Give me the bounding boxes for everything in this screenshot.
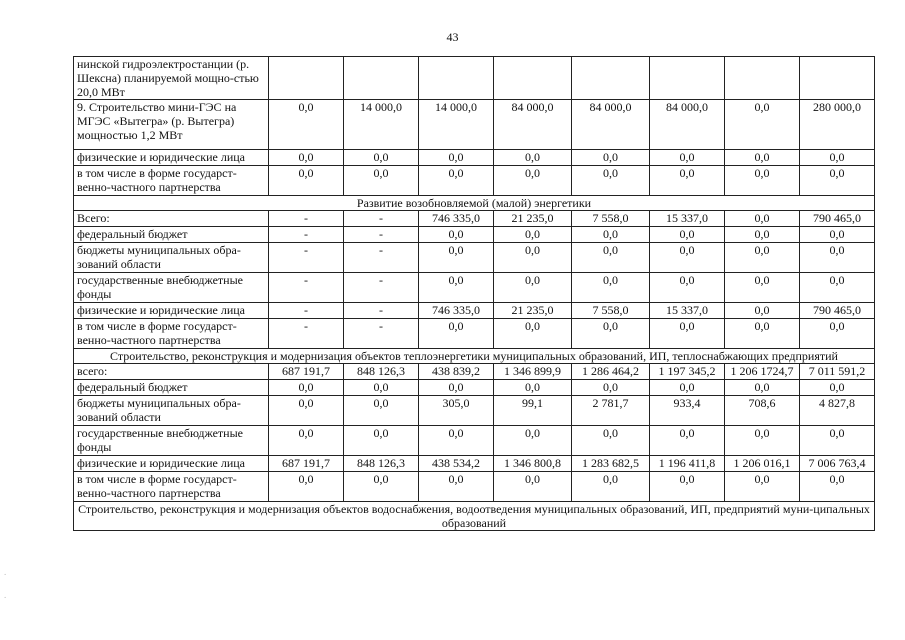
section-title: Строительство, реконструкция и модернизация объектов теплоэнергетики муниципальных образований, ИП, теплоснабжающих предприятий <box>74 349 875 364</box>
value-cell: 0,0 <box>725 319 800 349</box>
value-cell: 7 006 763,4 <box>800 456 875 472</box>
value-cell: 0,0 <box>800 243 875 273</box>
value-cell: 0,0 <box>650 273 725 303</box>
section-row <box>74 196 875 211</box>
value-cell: 0,0 <box>419 380 494 396</box>
value-cell: 84 000,0 <box>572 100 650 150</box>
value-cell: - <box>344 303 419 319</box>
value-cell: 0,0 <box>725 273 800 303</box>
value-cell: 1 206 1724,7 <box>725 364 800 380</box>
table-row <box>74 426 875 456</box>
table-row <box>74 166 875 196</box>
value-cell: 0,0 <box>419 273 494 303</box>
value-cell: 0,0 <box>800 166 875 196</box>
value-cell: 15 337,0 <box>650 211 725 227</box>
value-cell: 0,0 <box>800 426 875 456</box>
value-cell: 15 337,0 <box>650 303 725 319</box>
value-cell: 0,0 <box>494 426 572 456</box>
value-cell: 1 206 016,1 <box>725 456 800 472</box>
value-cell: 14 000,0 <box>344 100 419 150</box>
value-cell: 0,0 <box>419 227 494 243</box>
value-cell: 0,0 <box>494 150 572 166</box>
value-cell: 1 346 899,9 <box>494 364 572 380</box>
value-cell: - <box>344 227 419 243</box>
table-row <box>74 396 875 426</box>
value-cell: 0,0 <box>572 243 650 273</box>
value-cell: 0,0 <box>725 472 800 502</box>
value-cell: 848 126,3 <box>344 364 419 380</box>
value-cell <box>650 57 725 100</box>
value-cell: 280 000,0 <box>800 100 875 150</box>
value-cell: 0,0 <box>494 273 572 303</box>
value-cell: 84 000,0 <box>494 100 572 150</box>
row-label: в том числе в форме государст-венно-частного партнерства <box>74 319 269 349</box>
section-title: Строительство, реконструкция и модернизация объектов водоснабжения, водоотведения муниципальных образований, ИП, предприятий муни-ципальных образований <box>74 502 875 531</box>
value-cell: 99,1 <box>494 396 572 426</box>
value-cell: 0,0 <box>419 472 494 502</box>
page-number: 43 <box>446 30 459 44</box>
value-cell: 0,0 <box>269 472 344 502</box>
value-cell: 0,0 <box>344 472 419 502</box>
table-row <box>74 243 875 273</box>
value-cell: 0,0 <box>650 150 725 166</box>
row-label: физические и юридические лица <box>74 303 269 319</box>
value-cell: 0,0 <box>650 426 725 456</box>
value-cell: 0,0 <box>494 243 572 273</box>
value-cell: 7 558,0 <box>572 303 650 319</box>
scan-mark: . <box>4 567 7 577</box>
value-cell <box>494 57 572 100</box>
value-cell <box>419 57 494 100</box>
value-cell: - <box>269 211 344 227</box>
section-row <box>74 502 875 531</box>
value-cell: 0,0 <box>269 150 344 166</box>
value-cell: 0,0 <box>344 380 419 396</box>
table-row <box>74 227 875 243</box>
value-cell: 0,0 <box>725 426 800 456</box>
value-cell <box>572 57 650 100</box>
value-cell: 0,0 <box>344 166 419 196</box>
value-cell: 14 000,0 <box>419 100 494 150</box>
value-cell: 0,0 <box>572 472 650 502</box>
table-row <box>74 472 875 502</box>
table-row <box>74 380 875 396</box>
value-cell: - <box>269 227 344 243</box>
value-cell: 0,0 <box>419 166 494 196</box>
value-cell: 0,0 <box>572 380 650 396</box>
value-cell: 0,0 <box>800 380 875 396</box>
value-cell: 305,0 <box>419 396 494 426</box>
value-cell: - <box>269 273 344 303</box>
value-cell: 0,0 <box>344 426 419 456</box>
value-cell: 0,0 <box>269 426 344 456</box>
value-cell: 0,0 <box>725 211 800 227</box>
value-cell: 0,0 <box>725 150 800 166</box>
value-cell: 746 335,0 <box>419 303 494 319</box>
value-cell: 790 465,0 <box>800 303 875 319</box>
value-cell: 7 011 591,2 <box>800 364 875 380</box>
value-cell: 0,0 <box>269 100 344 150</box>
value-cell: 790 465,0 <box>800 211 875 227</box>
value-cell: 0,0 <box>494 472 572 502</box>
value-cell: 0,0 <box>269 396 344 426</box>
value-cell: 0,0 <box>650 227 725 243</box>
row-label: бюджеты муниципальных обра-зований области <box>74 243 269 273</box>
value-cell: 0,0 <box>494 227 572 243</box>
value-cell: 0,0 <box>419 426 494 456</box>
section-row <box>74 349 875 364</box>
value-cell: 0,0 <box>572 166 650 196</box>
row-label: всего: <box>74 364 269 380</box>
value-cell: 0,0 <box>572 319 650 349</box>
value-cell: 687 191,7 <box>269 364 344 380</box>
value-cell: 1 196 411,8 <box>650 456 725 472</box>
table-row <box>74 364 875 380</box>
row-label: государственные внебюджетные фонды <box>74 426 269 456</box>
value-cell: 0,0 <box>725 227 800 243</box>
table-row <box>74 319 875 349</box>
value-cell: 687 191,7 <box>269 456 344 472</box>
table-row <box>74 303 875 319</box>
value-cell: 0,0 <box>419 243 494 273</box>
value-cell: 0,0 <box>650 380 725 396</box>
value-cell: 0,0 <box>725 380 800 396</box>
value-cell: 0,0 <box>419 319 494 349</box>
value-cell: 0,0 <box>650 243 725 273</box>
table-row <box>74 57 875 100</box>
value-cell: 0,0 <box>800 319 875 349</box>
value-cell: 0,0 <box>572 426 650 456</box>
value-cell: - <box>344 319 419 349</box>
value-cell: - <box>269 243 344 273</box>
value-cell: 0,0 <box>494 319 572 349</box>
value-cell: 1 286 464,2 <box>572 364 650 380</box>
value-cell: 21 235,0 <box>494 303 572 319</box>
value-cell: 0,0 <box>269 380 344 396</box>
value-cell: - <box>269 303 344 319</box>
value-cell: 1 346 800,8 <box>494 456 572 472</box>
value-cell: 0,0 <box>572 273 650 303</box>
value-cell <box>344 57 419 100</box>
row-label: физические и юридические лица <box>74 150 269 166</box>
table-row <box>74 273 875 303</box>
row-label: федеральный бюджет <box>74 227 269 243</box>
table-row <box>74 456 875 472</box>
value-cell: 0,0 <box>650 472 725 502</box>
row-label: государственные внебюджетные фонды <box>74 273 269 303</box>
value-cell: 7 558,0 <box>572 211 650 227</box>
value-cell: 1 283 682,5 <box>572 456 650 472</box>
row-label: в том числе в форме государст-венно-частного партнерства <box>74 472 269 502</box>
row-label: нинской гидроэлектростанции (р. Шексна) планируемой мощно-стью 20,0 МВт <box>74 57 269 100</box>
value-cell: 0,0 <box>800 150 875 166</box>
value-cell: 0,0 <box>494 380 572 396</box>
scan-mark: . <box>4 590 7 600</box>
value-cell: 746 335,0 <box>419 211 494 227</box>
value-cell: 1 197 345,2 <box>650 364 725 380</box>
section-title: Развитие возобновляемой (малой) энергетики <box>74 196 875 211</box>
value-cell: 0,0 <box>650 166 725 196</box>
value-cell: 0,0 <box>269 166 344 196</box>
value-cell: 0,0 <box>572 150 650 166</box>
value-cell <box>800 57 875 100</box>
value-cell: 4 827,8 <box>800 396 875 426</box>
value-cell: 438 534,2 <box>419 456 494 472</box>
value-cell: 0,0 <box>725 100 800 150</box>
value-cell: 0,0 <box>725 243 800 273</box>
row-label: в том числе в форме государст-венно-частного партнерства <box>74 166 269 196</box>
table-row <box>74 150 875 166</box>
row-label: 9. Строительство мини-ГЭС на МГЭС «Вытегра» (р. Вытегра) мощностью 1,2 МВт <box>74 100 269 150</box>
table-row <box>74 211 875 227</box>
value-cell: 2 781,7 <box>572 396 650 426</box>
row-label: бюджеты муниципальных обра-зований области <box>74 396 269 426</box>
value-cell: 0,0 <box>572 227 650 243</box>
value-cell: 0,0 <box>800 227 875 243</box>
value-cell: 848 126,3 <box>344 456 419 472</box>
value-cell: 0,0 <box>725 166 800 196</box>
value-cell: 0,0 <box>494 166 572 196</box>
budget-table <box>73 56 875 531</box>
row-label: физические и юридические лица <box>74 456 269 472</box>
value-cell: 0,0 <box>650 319 725 349</box>
value-cell <box>725 57 800 100</box>
table-row <box>74 100 875 150</box>
value-cell: 21 235,0 <box>494 211 572 227</box>
row-label: Всего: <box>74 211 269 227</box>
value-cell: - <box>344 211 419 227</box>
value-cell: 708,6 <box>725 396 800 426</box>
value-cell <box>269 57 344 100</box>
value-cell: - <box>344 273 419 303</box>
value-cell: 933,4 <box>650 396 725 426</box>
value-cell: 0,0 <box>725 303 800 319</box>
value-cell: 0,0 <box>344 396 419 426</box>
value-cell: 84 000,0 <box>650 100 725 150</box>
value-cell: - <box>269 319 344 349</box>
value-cell: 0,0 <box>419 150 494 166</box>
value-cell: 0,0 <box>344 150 419 166</box>
row-label: федеральный бюджет <box>74 380 269 396</box>
value-cell: 438 839,2 <box>419 364 494 380</box>
value-cell: 0,0 <box>800 472 875 502</box>
value-cell: 0,0 <box>800 273 875 303</box>
value-cell: - <box>344 243 419 273</box>
